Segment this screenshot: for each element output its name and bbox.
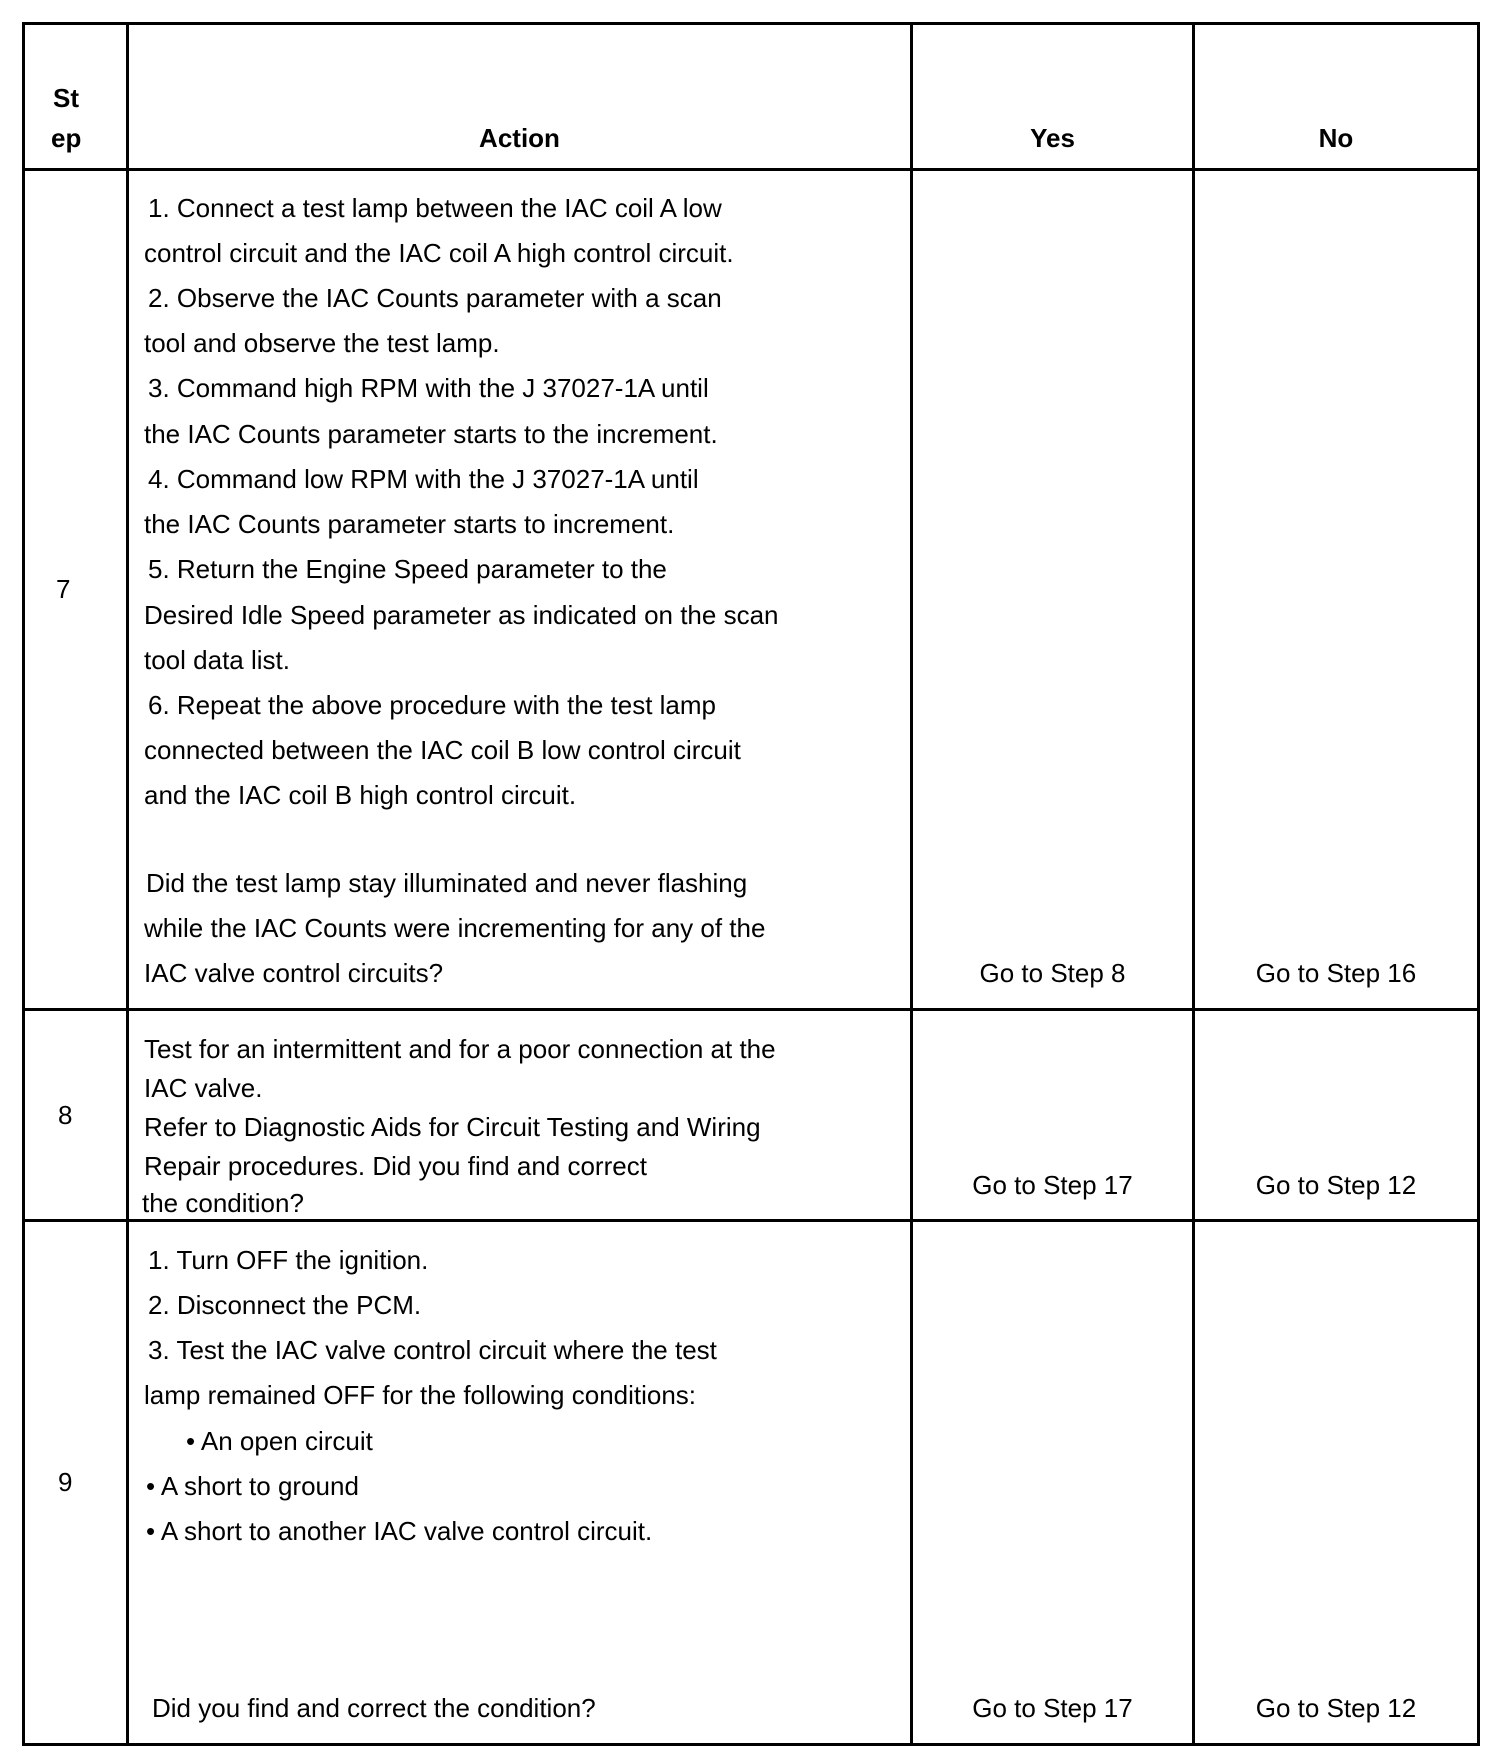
header-action: Action: [479, 123, 560, 153]
action-line: IAC valve control circuits?: [144, 958, 444, 988]
column-divider-action: [910, 22, 913, 1746]
row-divider-8-9: [22, 1219, 1480, 1222]
header-step-line2: ep: [51, 123, 82, 153]
action-line: control circuit and the IAC coil A high control circuit.: [144, 238, 734, 268]
step-number-9: 9: [58, 1467, 73, 1497]
header-step-line1: St: [53, 83, 79, 113]
action-line: Did the test lamp stay illuminated and never flashing: [146, 868, 748, 898]
action-line: 1. Turn OFF the ignition.: [148, 1245, 429, 1275]
action-line: lamp remained OFF for the following conditions:: [144, 1380, 697, 1410]
action-line: the IAC Counts parameter starts to the increment.: [144, 419, 718, 449]
action-line: 2. Observe the IAC Counts parameter with a scan: [148, 283, 722, 313]
step-number-8: 8: [58, 1100, 73, 1130]
table-border-left: [22, 22, 25, 1746]
action-line: 6. Repeat the above procedure with the test lamp: [148, 690, 717, 720]
header-divider: [22, 168, 1480, 171]
header-yes: Yes: [1030, 123, 1075, 153]
column-divider-yes: [1192, 22, 1195, 1746]
action-line: while the IAC Counts were incrementing for any of the: [144, 913, 766, 943]
action-line: 2. Disconnect the PCM.: [148, 1290, 422, 1320]
action-line: 4. Command low RPM with the J 37027-1A until: [148, 464, 699, 494]
header-no: No: [1318, 123, 1354, 153]
action-line: Did you find and correct the condition?: [152, 1693, 596, 1723]
action-line: 3. Test the IAC valve control circuit where the test: [148, 1335, 717, 1365]
action-line: IAC valve.: [144, 1073, 263, 1103]
action-line: and the IAC coil B high control circuit.: [144, 780, 577, 810]
action-line: 1. Connect a test lamp between the IAC coil A low: [148, 193, 722, 223]
action-line: Repair procedures. Did you find and correct: [144, 1151, 647, 1181]
yes-result: Go to Step 8: [979, 958, 1126, 988]
action-line: tool and observe the test lamp.: [144, 328, 500, 358]
yes-result: Go to Step 17: [972, 1170, 1133, 1200]
bullet-item: • A short to another IAC valve control circuit.: [146, 1516, 653, 1546]
action-line: the condition?: [142, 1188, 304, 1218]
bullet-item: • An open circuit: [186, 1426, 373, 1456]
no-result: Go to Step 12: [1255, 1693, 1417, 1723]
bullet-item: • A short to ground: [146, 1471, 359, 1501]
action-line: tool data list.: [144, 645, 290, 675]
no-result: Go to Step 16: [1255, 958, 1417, 988]
table-border-bottom: [22, 1743, 1480, 1746]
action-line: 5. Return the Engine Speed parameter to the: [148, 554, 667, 584]
action-line: 3. Command high RPM with the J 37027-1A until: [148, 373, 709, 403]
table-border-right: [1477, 22, 1480, 1746]
action-line: connected between the IAC coil B low control circuit: [144, 735, 741, 765]
column-divider-step: [126, 22, 129, 1746]
table-border-top: [22, 22, 1480, 25]
action-line: Desired Idle Speed parameter as indicated on the scan: [144, 600, 779, 630]
action-line: Test for an intermittent and for a poor connection at the: [144, 1034, 776, 1064]
action-line: the IAC Counts parameter starts to increment.: [144, 509, 675, 539]
action-line: Refer to Diagnostic Aids for Circuit Testing and Wiring: [144, 1112, 761, 1142]
step-number-7: 7: [56, 574, 71, 604]
row-divider-7-8: [22, 1008, 1480, 1011]
no-result: Go to Step 12: [1255, 1170, 1417, 1200]
yes-result: Go to Step 17: [972, 1693, 1133, 1723]
